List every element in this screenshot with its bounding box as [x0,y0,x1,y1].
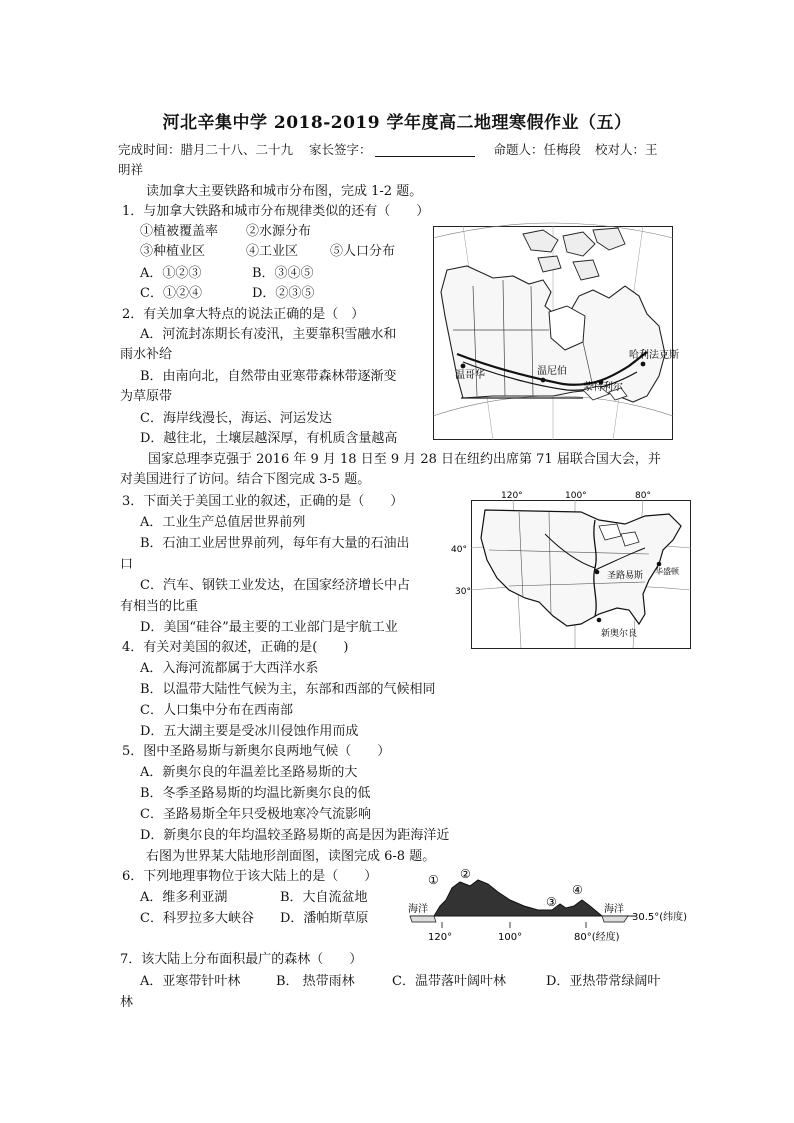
q7-option-d-cont: 林 [120,995,134,1010]
checker-label: 校对人：王 [594,142,658,157]
q5-option-d: D．新奥尔良的年均温较圣路易斯的高是因为距海洋近 [140,828,450,843]
profile-ocean-left: 海洋 [408,904,428,915]
q5-option-c: C．圣路易斯全年只受极地寒冷气流影响 [140,807,371,822]
lat-label-30: 30° [455,587,471,597]
q1-item-3: ③种植业区 [140,244,206,259]
q3-option-a: A．工业生产总值居世界前列 [140,515,306,530]
q1-stem: 1．与加拿大铁路和城市分布规律类似的还有（ ） [122,204,430,219]
q1-options-row2 [140,284,314,304]
q6-options-row2 [140,909,368,929]
q1-item-4: ④工业区 [246,244,299,259]
q1-item-1: ①植被覆盖率 [140,224,219,239]
q1-option-c: C．①②④ [140,286,202,301]
lon-label-120: 120° [501,491,523,501]
q2-option-a: A．河流封冻期长有凌汛，主要靠积雪融水和 [140,327,397,342]
q4-option-c: C．人口集中分布在西南部 [140,703,293,718]
profile-marker-2: ② [460,867,471,881]
page-title: 河北辛集中学 2018-2019 学年度高二地理寒假作业（五） [162,113,632,133]
q1-option-a: A．①②③ [140,266,202,281]
q6-option-b: B．大自流盆地 [280,890,368,905]
profile-lat-label: 30.5°(纬度) [632,912,688,923]
q1-options-row1 [140,264,314,284]
lat-label-40: 40° [451,545,467,555]
terrain-profile-drawing [406,867,690,950]
q3-option-b-cont: 口 [120,557,134,572]
q2-option-c: C．海岸线漫长，海运、河运发达 [140,411,332,426]
q7-option-a: A．亚寒带针叶林 [140,974,241,989]
lon-label-100: 100° [565,491,587,501]
city-label-montreal: 蒙特利尔 [583,382,623,393]
q6-options-row1 [140,888,368,908]
q6-option-a: A．维多利亚湖 [140,890,228,905]
city-label-washington: 华盛顿 [655,567,679,576]
profile-lon-120: 120° [428,932,453,943]
q3-stem: 3．下面关于美国工业的叙述，正确的是（ ） [122,494,404,509]
q2-option-a-cont: 雨水补给 [120,347,173,362]
q1-option-d: D．②③⑤ [252,286,315,301]
q7-option-c: C．温带落叶阔叶林 [392,974,506,989]
parent-signature-line [375,144,475,157]
parent-signature-label: 家长签字： [308,142,372,157]
profile-lon-100: 100° [498,932,523,943]
city-label-st-louis: 圣路易斯 [607,571,644,581]
q7-option-d: D．亚热带常绿阔叶 [546,974,661,989]
intro-2a: 国家总理李克强于 2016 年 9 月 18 日至 9 月 28 日在纽约出席第 71 届联合国大会，并 [148,452,661,467]
q1-item-5: ⑤人口分布 [330,244,396,259]
profile-marker-3: ③ [546,895,557,909]
q3-option-c: C．汽车、钢铁工业发达，在国家经济增长中占 [140,578,410,593]
q4-option-d: D．五大湖主要是受冰川侵蚀作用而成 [140,724,359,739]
profile-lon-80: 80°(经度) [574,932,620,943]
city-label-new-orleans: 新奥尔良 [601,629,638,639]
q7-stem: 7．该大陆上分布面积最广的森林（ ） [120,952,363,967]
canada-map-drawing [433,226,679,440]
intro-2b: 对美国进行了访问。结合下图完成 3-5 题。 [120,472,371,487]
header-meta [118,140,657,160]
q1-items-row2 [140,242,395,262]
q1-items-row1 [140,222,311,242]
city-label-vancouver: 温哥华 [455,370,485,381]
city-label-winnipeg: 温尼伯 [537,366,567,377]
q5-option-a: A．新奥尔良的年温差比圣路易斯的大 [140,765,358,780]
q3-option-b: B．石油工业居世界前列，每年有大量的石油出 [140,536,410,551]
checker-name-cont: 明祥 [118,162,144,177]
intro-3: 右图为世界某大陆地形剖面图，读图完成 6-8 题。 [146,849,436,864]
q4-stem: 4．有关对美国的叙述，正确的是( ) [122,640,349,655]
lon-label-80: 80° [635,491,651,501]
q5-option-b: B．冬季圣路易斯的均温比新奥尔良的低 [140,786,371,801]
q3-option-c-cont: 有相当的比重 [120,599,199,614]
intro-1: 读加拿大主要铁路和城市分布图，完成 1-2 题。 [146,184,423,199]
time-label: 完成时间：腊月二十八、二十九 [118,142,294,157]
q6-option-d: D．潘帕斯草原 [280,911,369,926]
q6-option-c: C．科罗拉多大峡谷 [140,911,254,926]
q3-option-d: D．美国“硅谷”最主要的工业部门是宇航工业 [140,620,398,635]
canada-map [433,226,679,440]
q2-option-b: B．由南向北，自然带由亚寒带森林带逐渐变 [140,369,397,384]
q6-stem: 6．下列地理事物位于该大陆上的是（ ） [122,869,378,884]
q4-option-b: B．以温带大陆性气候为主，东部和西部的气候相同 [140,682,436,697]
q7-option-b: B． 热带雨林 [276,974,355,989]
q7-options [140,972,660,992]
q2-stem: 2．有关加拿大特点的说法正确的是（ ） [122,307,365,322]
profile-marker-4: ④ [572,883,583,897]
q2-option-d: D．越往北，土壤层越深厚，有机质含量越高 [140,431,398,446]
usa-map-drawing [449,490,693,650]
city-label-halifax: 哈利法克斯 [629,350,679,361]
q4-option-a: A．入海河流都属于大西洋水系 [140,661,319,676]
usa-map [449,490,693,650]
q1-item-2: ②水源分布 [246,224,312,239]
terrain-profile [406,867,690,950]
q5-stem: 5．图中圣路易斯与新奥尔良两地气候（ ） [122,744,391,759]
q2-option-b-cont: 为草原带 [120,389,173,404]
q1-option-b: B．③④⑤ [252,266,314,281]
profile-marker-1: ① [428,873,439,887]
profile-ocean-right: 海洋 [604,904,624,915]
author-label: 命题人：任梅段 [493,142,581,157]
